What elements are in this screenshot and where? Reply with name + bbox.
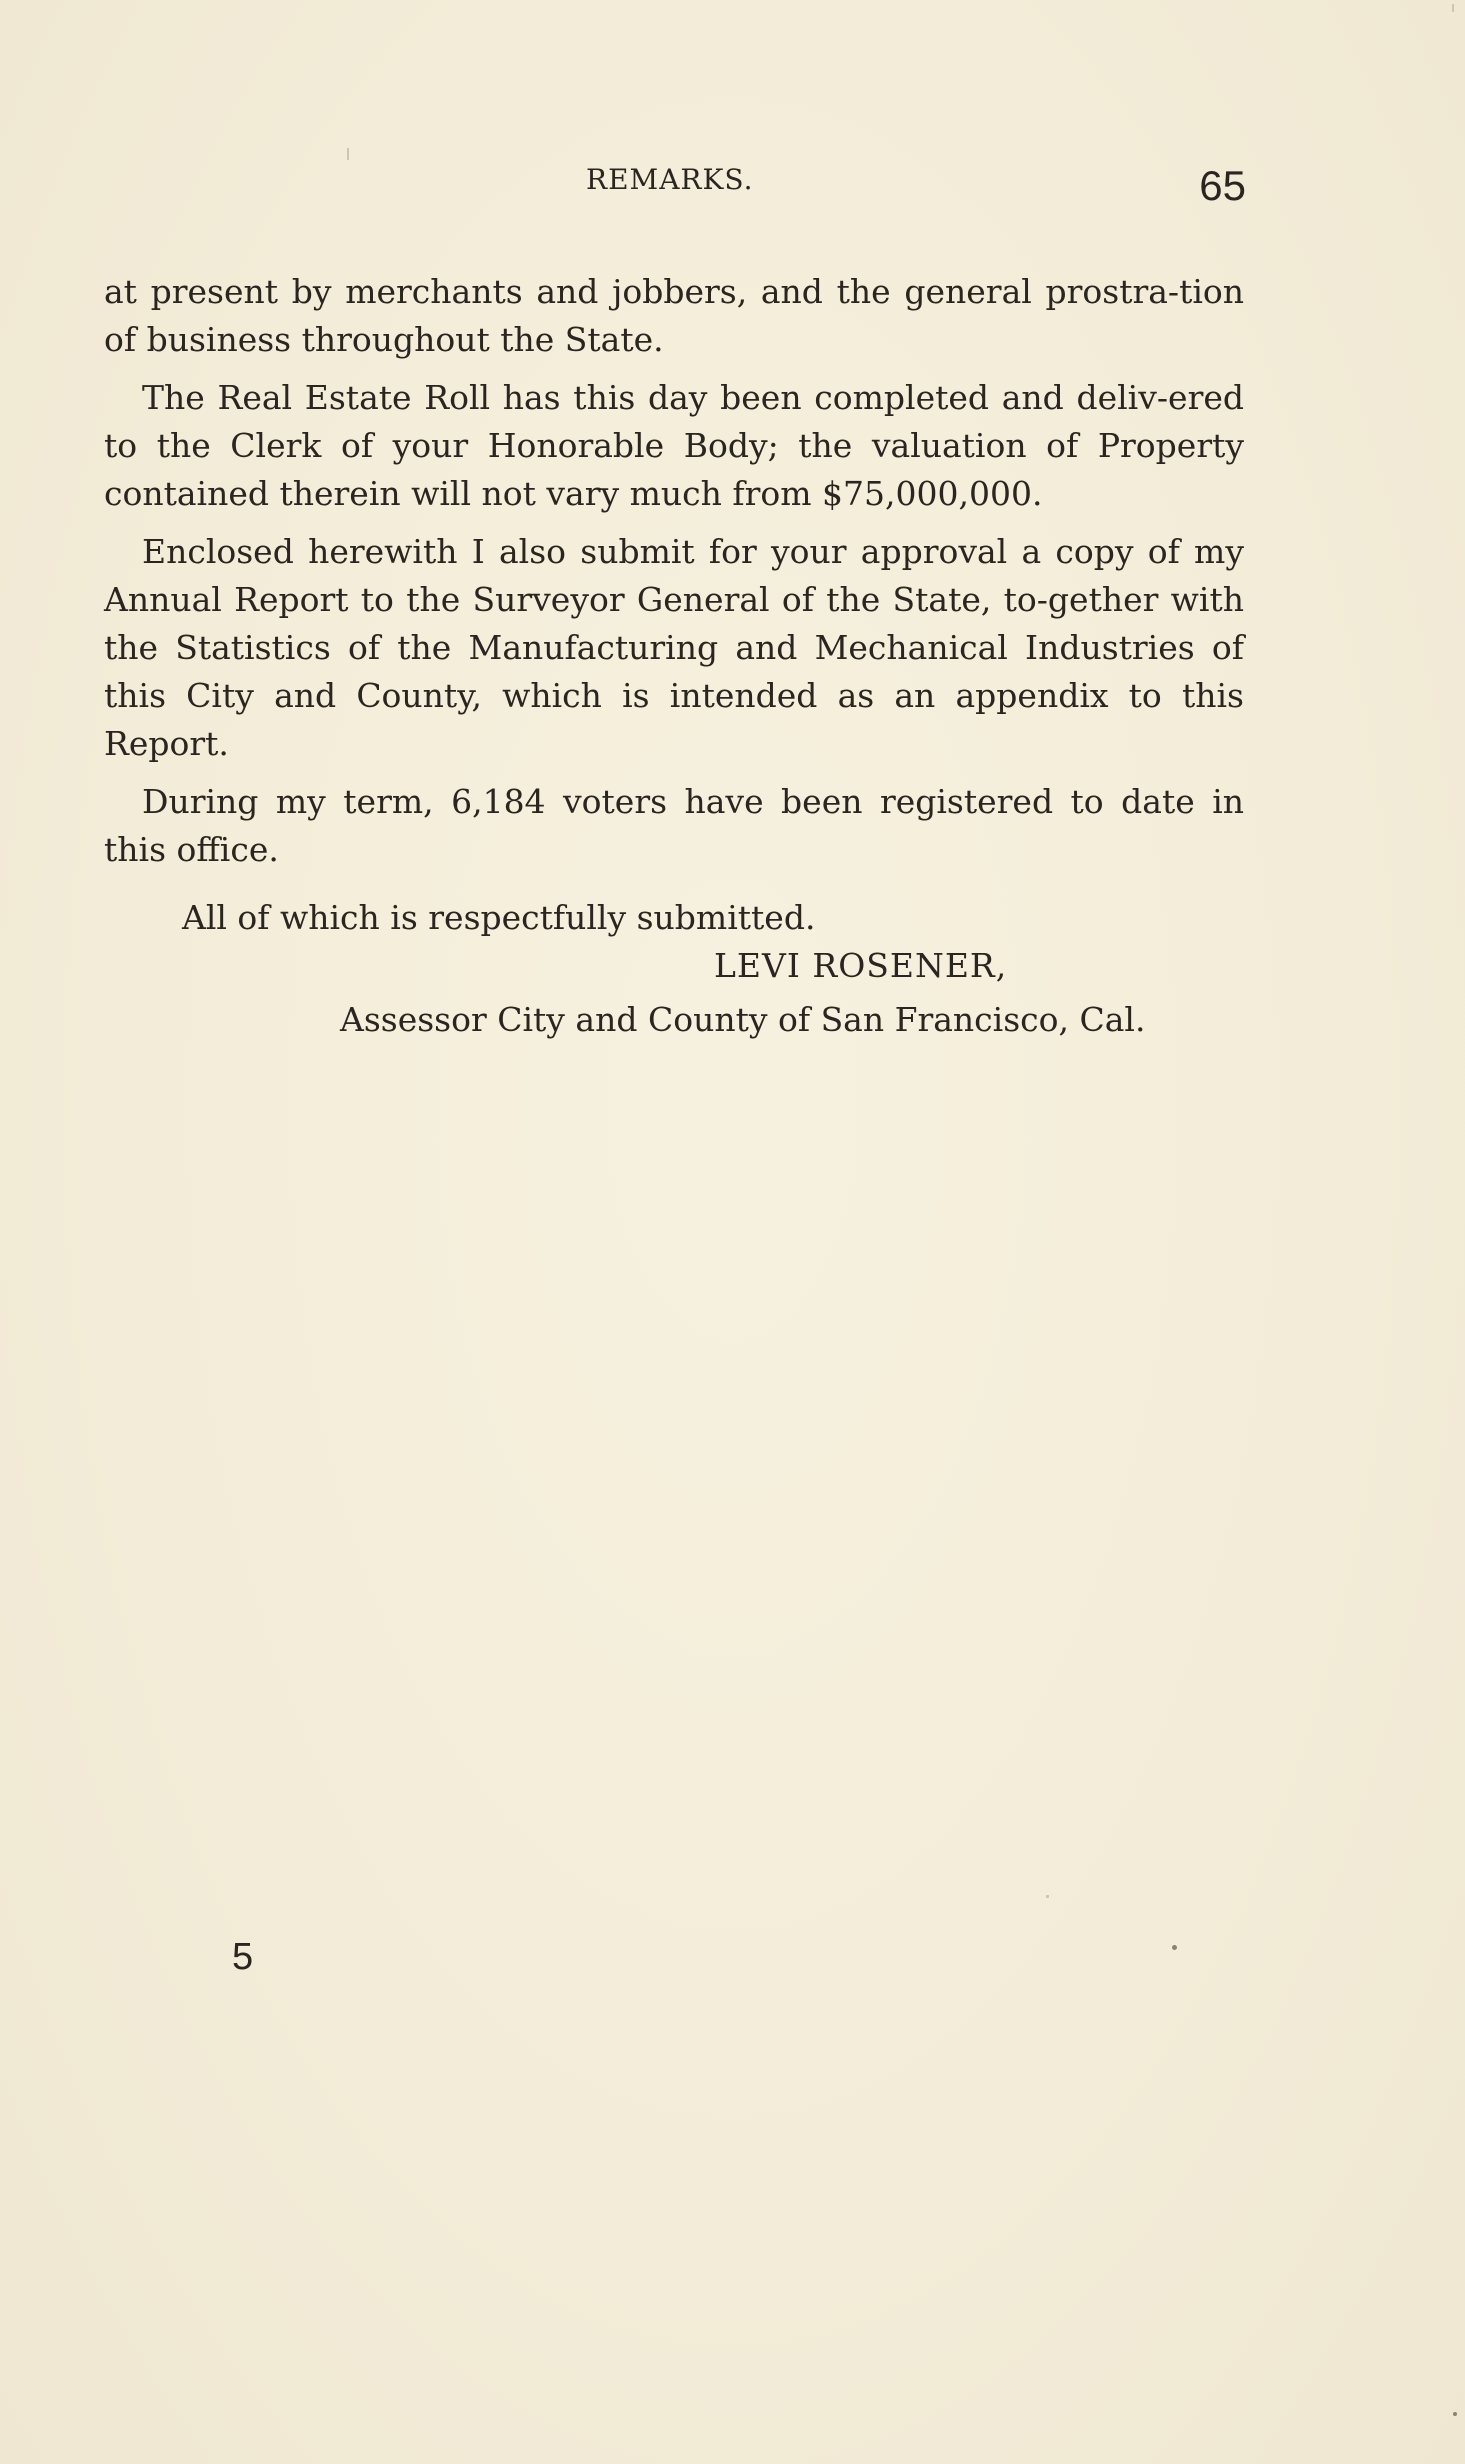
paper-mark xyxy=(1452,4,1454,12)
running-head: REMARKS. xyxy=(586,163,754,196)
paper-mark xyxy=(347,148,349,160)
page-number: 65 xyxy=(1199,162,1246,209)
paragraph-real-estate-roll: The Real Estate Roll has this day been completed and deliv-ered to the Clerk of your Honorable Body; the valuation of Property contained therein will not vary much from $75,000,000. xyxy=(104,378,1244,513)
paragraph-voters: During my term, 6,184 voters have been registered to date in this office. xyxy=(104,782,1244,869)
body-text xyxy=(104,268,1244,1044)
paper-speck xyxy=(1453,2412,1457,2416)
paragraph-annual-report: Enclosed herewith I also submit for your approval a copy of my Annual Report to the Surveyor General of the State, to-gether with the Statistics of the Manufacturing and Mechanical Industries of this City and County, which is intended as an appendix to this Report. xyxy=(104,532,1244,763)
printer-signature-mark: 5 xyxy=(232,1936,254,1978)
signature-title: Assessor City and County of San Francisco, Cal. xyxy=(340,1000,1146,1039)
paper-speck xyxy=(1172,1945,1177,1950)
paper-mark xyxy=(1046,1895,1049,1898)
signature-name: LEVI ROSENER, xyxy=(714,946,1008,985)
paragraph-continuation: at present by merchants and jobbers, and the general prostra-tion of business throughout the State. xyxy=(104,272,1244,359)
closing-line: All of which is respectfully submitted. xyxy=(182,898,816,937)
